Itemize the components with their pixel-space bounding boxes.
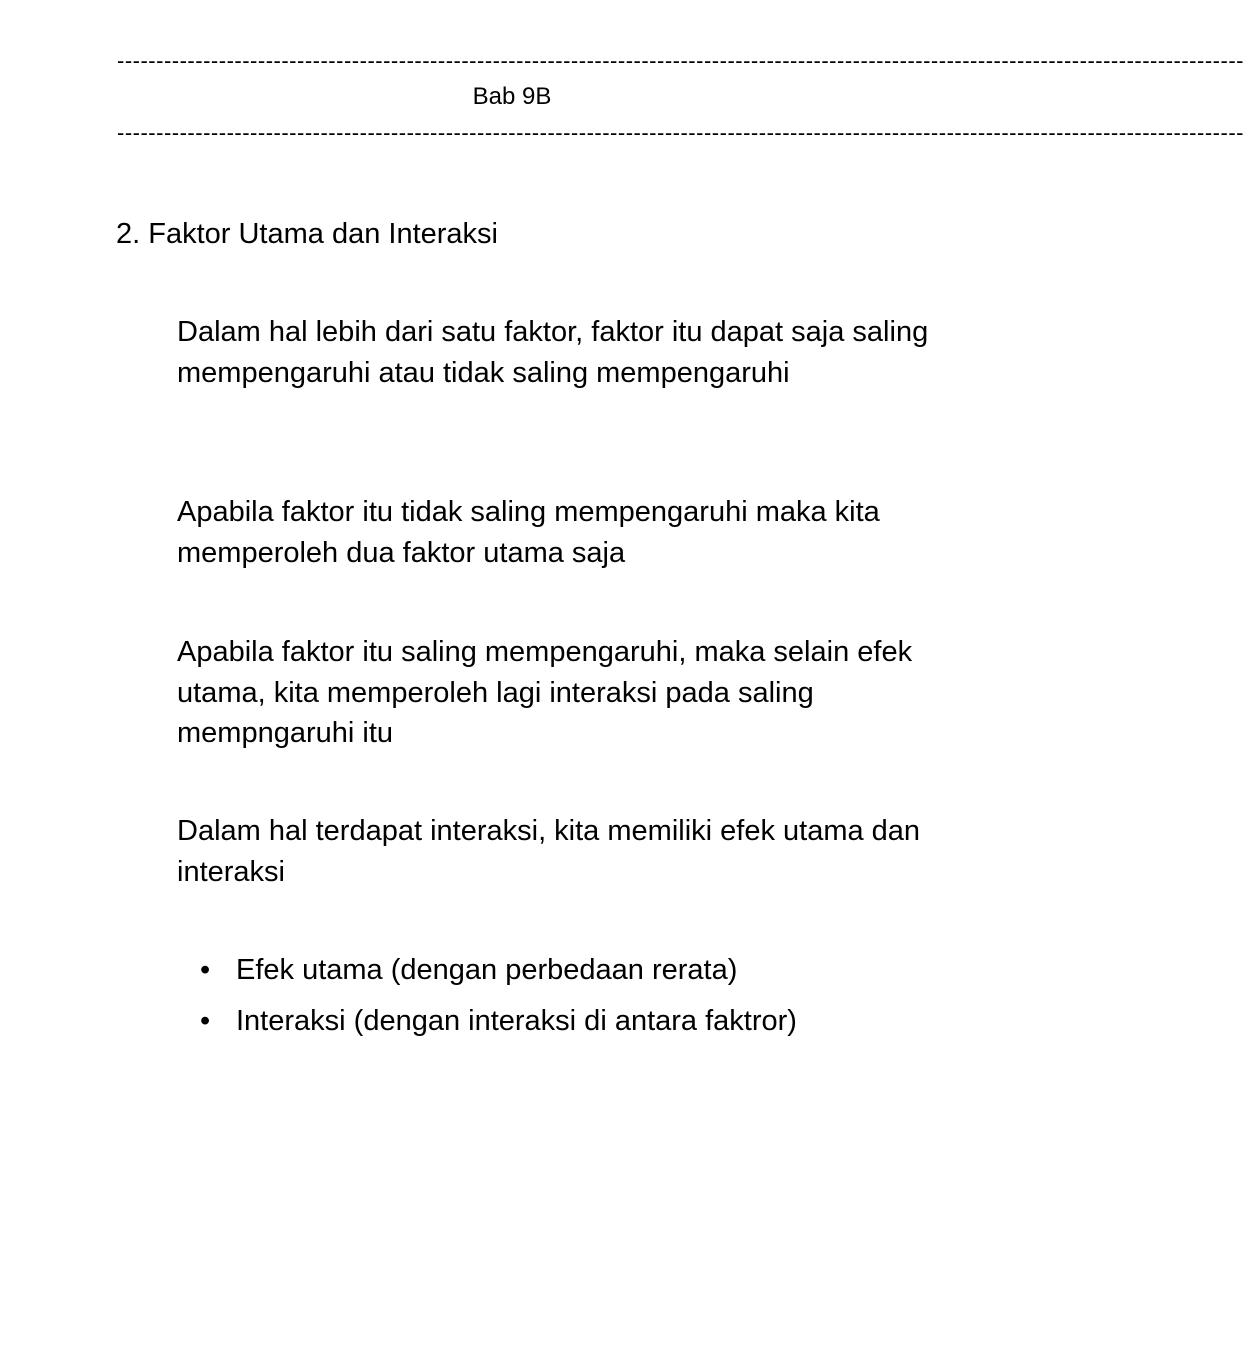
list-item-text: Interaksi (dengan interaksi di antara faktror)	[236, 1004, 797, 1037]
bullet-icon: •	[200, 954, 211, 986]
list-item-text: Efek utama (dengan perbedaan rerata)	[236, 954, 738, 986]
paragraph-3: Apabila faktor itu saling mempengaruhi, maka selain efek utama, kita memperoleh lagi interaksi pada saling mempngaruhi itu	[177, 636, 913, 749]
paragraph-4: Dalam hal terdapat interaksi, kita memiliki efek utama dan interaksi	[177, 815, 921, 888]
section-title: 2. Faktor Utama dan Interaksi	[116, 218, 498, 250]
bullet-list	[200, 950, 797, 1051]
paragraph-2: Apabila faktor itu tidak saling mempengaruhi maka kita memperoleh dua faktor utama saja	[177, 496, 880, 569]
paragraph-1: Dalam hal lebih dari satu faktor, faktor itu dapat saja saling mempengaruhi atau tidak saling mempengaruhi	[177, 316, 929, 389]
header-bottom-divider: ------------------------------------------------------------------------------------------------------------------------------------------------	[117, 120, 1244, 145]
chapter-label: Bab 9B	[472, 83, 552, 110]
list-item	[200, 950, 797, 991]
header-top-divider: ------------------------------------------------------------------------------------------------------------------------------------------------	[117, 48, 1244, 73]
bullet-icon: •	[200, 1004, 211, 1037]
list-item	[200, 1001, 797, 1042]
